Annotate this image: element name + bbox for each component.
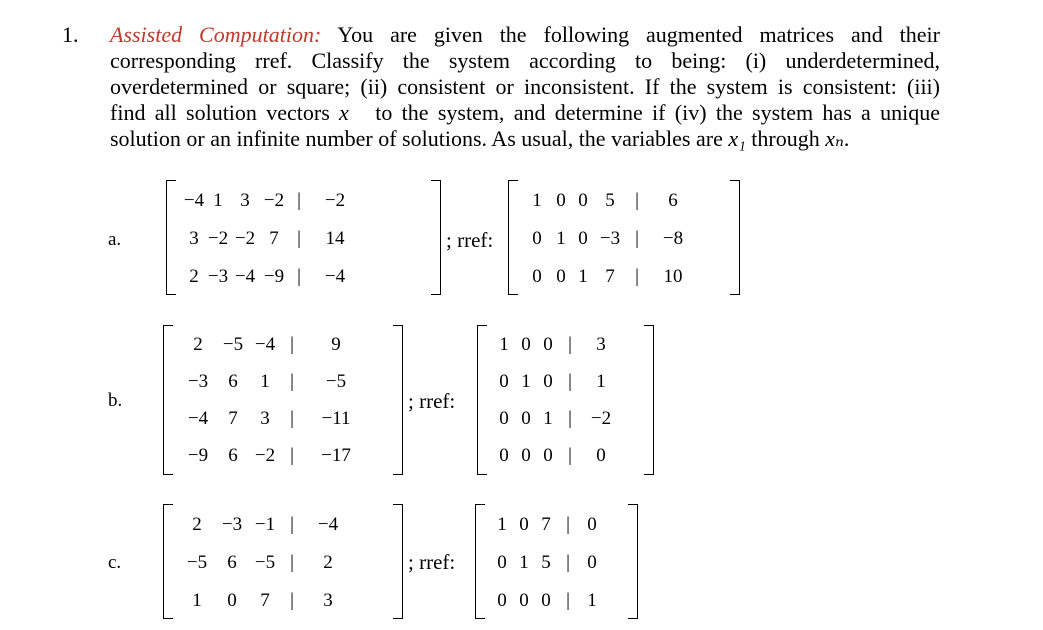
variable-x1: x₁	[728, 126, 746, 151]
augment-divider: |	[566, 513, 570, 535]
matrix-entry: 0	[499, 445, 509, 466]
matrix-entry: −2	[254, 445, 276, 466]
problem-statement	[110, 22, 940, 152]
right-bracket	[628, 504, 638, 619]
augment-divider: |	[566, 589, 570, 611]
statement-line-3: overdetermined or square; (ii) consistent or inconsistent. If the system is consistent: (iii)	[110, 74, 940, 99]
matrix-entry: −3	[207, 265, 229, 287]
augment-divider: |	[290, 371, 294, 392]
matrix-entry: 0	[497, 589, 507, 611]
matrix-entry: 3	[240, 189, 250, 211]
left-bracket	[163, 504, 173, 619]
matrix-entry: 6	[228, 371, 238, 392]
part-a-augmented-matrix	[166, 180, 441, 295]
augment-divider: |	[568, 445, 572, 466]
part-a-label: a.	[108, 229, 122, 250]
matrix-entry: 6	[228, 445, 238, 466]
statement-text: to the system, and determine if (iv) the system has a unique	[365, 100, 940, 125]
left-bracket	[166, 180, 176, 295]
matrix-entry: −8	[662, 227, 684, 249]
matrix-entry: 7	[260, 589, 270, 611]
augment-divider: |	[290, 408, 294, 429]
matrix-entry: 2	[193, 334, 203, 355]
matrix-entry: 0	[578, 227, 588, 249]
matrix-entry: 1	[532, 189, 542, 211]
part-c-rref-matrix	[475, 504, 638, 619]
matrix-entry: 0	[532, 265, 542, 287]
matrix-entry: −5	[254, 551, 276, 573]
matrix-entry: 1	[587, 589, 597, 611]
part-b-augmented-matrix	[163, 325, 403, 475]
statement-text: through	[745, 126, 826, 151]
matrix-entry: 1	[192, 589, 202, 611]
matrix-entry: −9	[263, 265, 285, 287]
matrix-entry: −4	[183, 189, 205, 211]
matrix-entry: 7	[228, 408, 238, 429]
matrix-entry: 1	[260, 371, 270, 392]
matrix-entry: 0	[587, 551, 597, 573]
matrix-entry: 0	[543, 445, 553, 466]
matrix-entry: 0	[227, 589, 237, 611]
matrix-entry: 3	[323, 589, 333, 611]
matrix-entry: 6	[227, 551, 237, 573]
matrix-entry: −4	[317, 513, 339, 535]
part-a-rref-separator: ; rref:	[446, 228, 494, 252]
question-number: 1.	[62, 22, 79, 47]
matrix-entry: 0	[543, 371, 553, 392]
matrix-entry: 5	[605, 189, 615, 211]
augment-divider: |	[290, 589, 294, 611]
matrix-entry: −2	[590, 408, 612, 429]
matrix-entry: 0	[519, 513, 529, 535]
matrix-entry: 0	[596, 445, 606, 466]
statement-line-4	[110, 100, 940, 126]
matrix-entry: −2	[207, 227, 229, 249]
matrix-entry: 7	[605, 265, 615, 287]
matrix-entry: 3	[189, 227, 199, 249]
matrix-entry: 0	[578, 189, 588, 211]
matrix-entry: −3	[221, 513, 243, 535]
augment-divider: |	[290, 334, 294, 355]
statement-text: .	[843, 126, 850, 151]
matrix-entry: 2	[323, 551, 333, 573]
matrix-entry: 0	[519, 589, 529, 611]
part-b-label: b.	[108, 390, 123, 411]
matrix-entry: −4	[234, 265, 256, 287]
right-bracket	[393, 325, 403, 475]
augment-divider: |	[290, 445, 294, 466]
matrix-entry: 0	[521, 445, 531, 466]
matrix-entry: −2	[234, 227, 256, 249]
statement-line-2: corresponding rref. Classify the system according to being: (i) underdetermined,	[110, 48, 940, 73]
matrix-entry: 9	[331, 334, 341, 355]
augment-divider: |	[635, 189, 639, 211]
matrix-entry: 0	[587, 513, 597, 535]
matrix-entry: −4	[187, 408, 209, 429]
matrix-entry: 0	[499, 371, 509, 392]
matrix-entry: 0	[543, 334, 553, 355]
matrix-entry: −3	[599, 227, 621, 249]
vector-x-symbol: x⃗	[339, 100, 366, 125]
matrix-entry: 1	[521, 371, 531, 392]
matrix-entry: −17	[321, 445, 351, 466]
matrix-entry: 7	[541, 513, 551, 535]
matrix-entry: 2	[189, 265, 199, 287]
matrix-entry: 1	[543, 408, 553, 429]
matrix-entry: 0	[556, 265, 566, 287]
assisted-computation-heading: Assisted Computation:	[110, 22, 322, 47]
augment-divider: |	[297, 227, 301, 249]
part-b-rref-separator: ; rref:	[408, 389, 456, 413]
augment-divider: |	[635, 265, 639, 287]
matrix-entry: 1	[497, 513, 507, 535]
matrix-entry: 14	[325, 227, 345, 249]
matrix-entry: −5	[222, 334, 244, 355]
right-bracket	[393, 504, 403, 619]
left-bracket	[477, 325, 487, 475]
matrix-entry: −2	[263, 189, 285, 211]
matrix-entry: 0	[521, 334, 531, 355]
right-bracket	[644, 325, 654, 475]
part-c-rref-separator: ; rref:	[408, 550, 456, 574]
matrix-entry: 2	[192, 513, 202, 535]
augment-divider: |	[635, 227, 639, 249]
augment-divider: |	[568, 334, 572, 355]
statement-text: solution or an infinite number of solutions. As usual, the variables are	[110, 126, 729, 151]
statement-text: find all solution vectors	[110, 100, 340, 125]
matrix-entry: 0	[499, 408, 509, 429]
matrix-entry: 1	[499, 334, 509, 355]
matrix-entry: −9	[187, 445, 209, 466]
augment-divider: |	[568, 371, 572, 392]
matrix-entry: −5	[186, 551, 208, 573]
matrix-entry: 5	[541, 551, 551, 573]
matrix-entry: −2	[324, 189, 346, 211]
part-a-rref-matrix	[508, 180, 740, 295]
augment-divider: |	[297, 265, 301, 287]
matrix-entry: 7	[269, 227, 279, 249]
matrix-entry: −5	[325, 371, 347, 392]
matrix-entry: −1	[254, 513, 276, 535]
matrix-entry: 1	[578, 265, 588, 287]
right-bracket	[730, 180, 740, 295]
statement-line-1	[110, 22, 940, 48]
matrix-entry: 0	[532, 227, 542, 249]
matrix-entry: −11	[321, 408, 351, 429]
variable-xn: xₙ	[825, 126, 844, 151]
matrix-entry: 10	[663, 265, 683, 287]
matrix-entry: 1	[519, 551, 529, 573]
right-bracket	[431, 180, 441, 295]
matrix-entry: 1	[556, 227, 566, 249]
matrix-entry: 1	[213, 189, 223, 211]
matrix-entry: 6	[668, 189, 678, 211]
matrix-entry: 0	[556, 189, 566, 211]
matrix-entry: −3	[187, 371, 209, 392]
matrix-entry: 0	[541, 589, 551, 611]
statement-line-5	[110, 126, 940, 152]
part-c-augmented-matrix	[163, 504, 403, 619]
left-bracket	[163, 325, 173, 475]
augment-divider: |	[290, 513, 294, 535]
part-b-rref-matrix	[477, 325, 654, 475]
left-bracket	[475, 504, 485, 619]
matrix-entry: −4	[254, 334, 276, 355]
augment-divider: |	[297, 189, 301, 211]
part-c-label: c.	[108, 552, 122, 573]
augment-divider: |	[290, 551, 294, 573]
augment-divider: |	[566, 551, 570, 573]
matrix-entry: −4	[324, 265, 346, 287]
left-bracket	[508, 180, 518, 295]
matrix-entry: 3	[260, 408, 270, 429]
statement-text: You are given the following augmented matrices and their	[321, 22, 940, 47]
matrix-entry: 0	[497, 551, 507, 573]
matrix-entry: 3	[596, 334, 606, 355]
matrix-entry: 0	[521, 408, 531, 429]
matrix-entry: 1	[596, 371, 606, 392]
augment-divider: |	[568, 408, 572, 429]
